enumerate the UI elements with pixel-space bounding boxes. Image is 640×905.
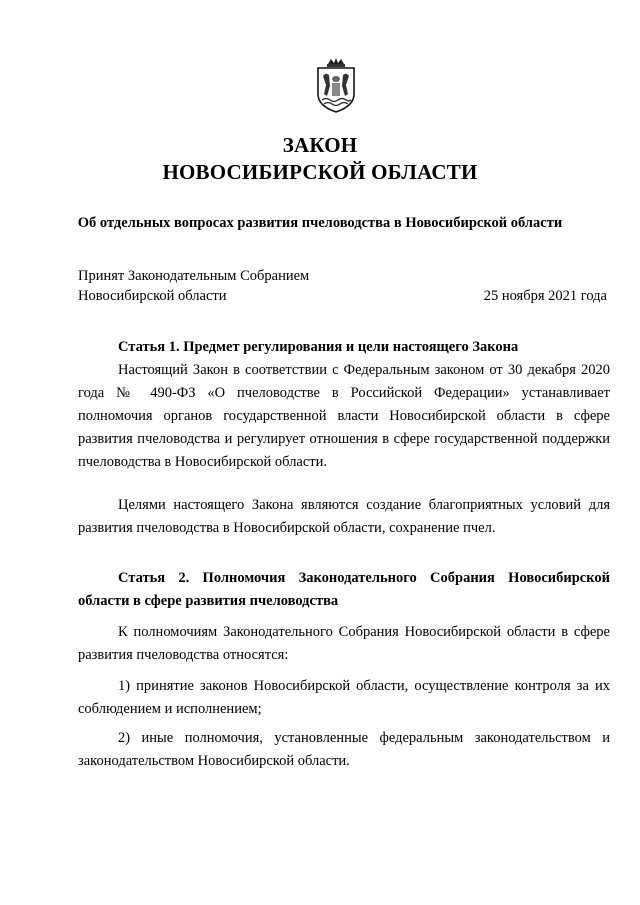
- coat-of-arms-icon: [315, 58, 357, 114]
- adoption-info: [78, 266, 309, 306]
- article-2-item-2: 2) иные полномочия, установленные федеральным законодательством и законодательством Новосибирской области.: [78, 730, 610, 769]
- law-subject: Об отдельных вопросах развития пчеловодства в Новосибирской области: [77, 215, 563, 231]
- article-1-paragraph-1: Настоящий Закон в соответствии с Федеральным законом от 30 декабря 2020 года № 490-ФЗ «О пчеловодстве в Российской Федерации» устанавливает полномочия органов государственной власти Новосибирской области в сфере развития пчеловодства и регулирует отношения в сфере государственной поддержки пчеловодства в Новосибирской области.: [78, 362, 610, 470]
- article-2-title: Статья 2. Полномочия Законодательного Собрания Новосибирской области в сфере развития пчеловодства: [78, 570, 610, 609]
- article-1-paragraph-2: Целями настоящего Закона являются создание благоприятных условий для развития пчеловодства в Новосибирской области, сохранение пчел.: [78, 497, 610, 536]
- adoption-line-2: Новосибирской области: [78, 288, 227, 304]
- law-title: ЗАКОН: [282, 133, 358, 157]
- adoption-date: 25 ноября 2021 года: [483, 288, 607, 304]
- adoption-line-1: Принят Законодательным Собранием: [78, 268, 310, 284]
- law-title-region: НОВОСИБИРСКОЙ ОБЛАСТИ: [162, 160, 478, 184]
- article-1-title: Статья 1. Предмет регулирования и цели настоящего Закона: [118, 339, 519, 355]
- article-2-paragraph-1: К полномочиям Законодательного Собрания Новосибирской области в сфере развития пчеловодства относятся:: [78, 624, 610, 663]
- article-2-item-1: 1) принятие законов Новосибирской области, осуществление контроля за их соблюдением и исполнением;: [78, 678, 610, 717]
